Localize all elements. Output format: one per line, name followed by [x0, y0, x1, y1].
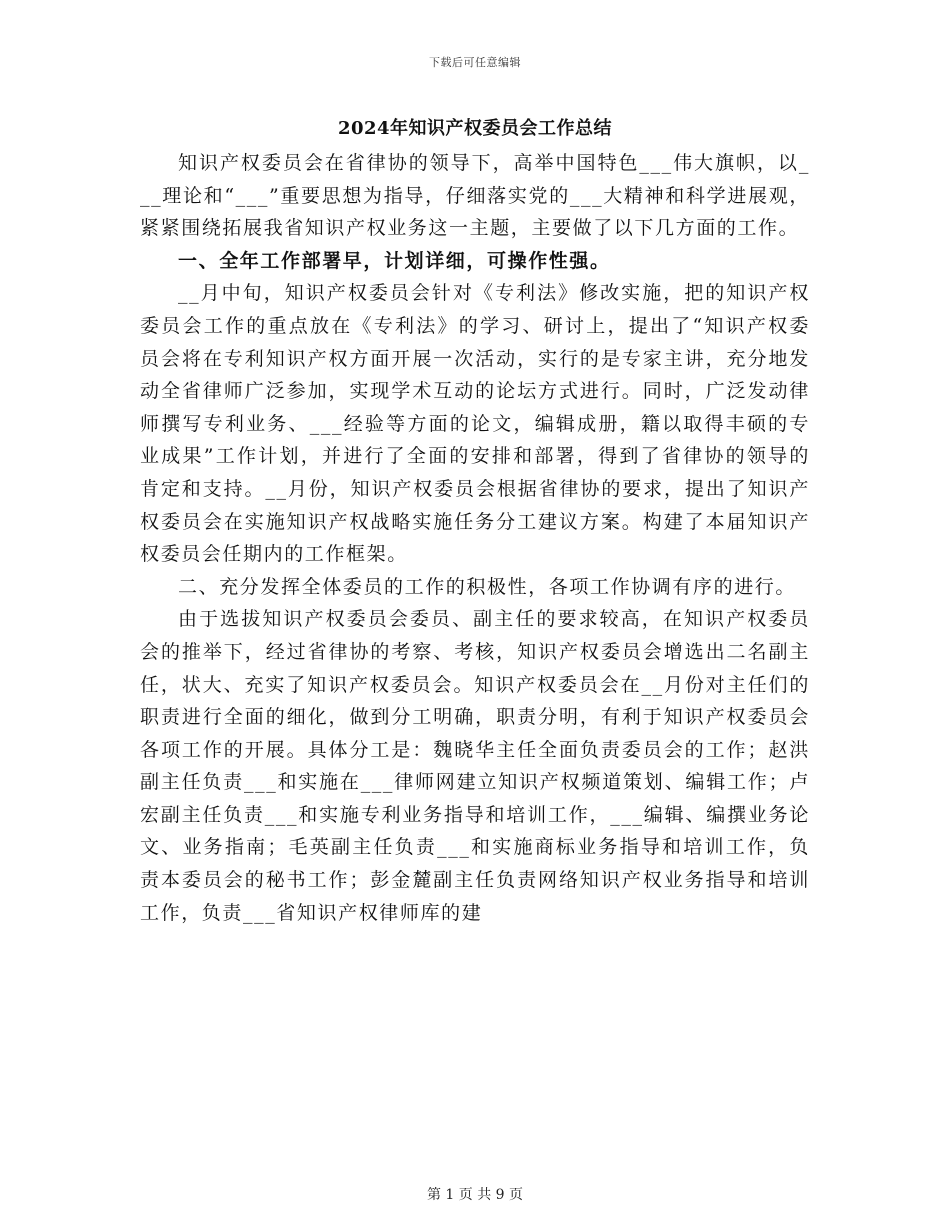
section-heading-1: 一、全年工作部署早，计划详细，可操作性强。: [178, 249, 611, 272]
page-number-footer: 第 1 页 共 9 页: [426, 1187, 524, 1203]
paragraph-section-2: 由于选拔知识产权委员会委员、副主任的要求较高，在知识产权委员会的推举下，经过省律协的考察、考核，知识产权委员会增选出二名副主任，状大、充实了知识产权委员会。知识产权委员会在__月份对主任们的职责进行全面的细化，做到分工明确，职责分明，有利于知识产权委员会各项工作的开展。具体分工是：魏晓华主任全面负责委员会的工作；赵洪副主任负责___和实施在___律师网建立知识产权频道策划、编辑工作；卢宏副主任负责___和实施专利业务指导和培训工作，___编辑、编撰业务论文、业务指南；毛英副主任负责___和实施商标业务指导和培训工作，负责本委员会的秘书工作；彭金麓副主任负责网络知识产权业务指导和培训工作，负责___省知识产权律师库的建: [140, 608, 810, 924]
paragraph-section-1: __月中旬，知识产权委员会针对《专利法》修改实施，把的知识产权委员会工作的重点放在《专利法》的学习、研讨上，提出了“知识产权委员会将在专利知识产权方面开展一次活动，实行的是专家主讲，充分地发动全省律师广泛参加，实现学术互动的论坛方式进行。同时，广泛发动律师撰写专利业务、___经验等方面的论文，编辑成册，籍以取得丰硕的专业成果”工作计划，并进行了全面的安排和部署，得到了省律协的领导的肯定和支持。__月份，知识产权委员会根据省律协的要求，提出了知识产权委员会在实施知识产权战略实施任务分工建议方案。构建了本届知识产权委员会任期内的工作框架。: [140, 282, 810, 566]
document-title: 2024年知识产权委员会工作总结: [337, 118, 613, 139]
header-note: 下载后可任意编辑: [429, 56, 521, 69]
paragraph-intro: 知识产权委员会在省律协的领导下，高举中国特色___伟大旗帜，以___理论和“___”重要思想为指导，仔细落实党的___大精神和科学进展观，紧紧围绕拓展我省知识产权业务这一主题，主要做了以下几方面的工作。: [140, 152, 810, 240]
section-heading-2: 二、充分发挥全体委员的工作的积极性，各项工作协调有序的进行。: [178, 575, 797, 598]
document-body: [140, 147, 810, 929]
